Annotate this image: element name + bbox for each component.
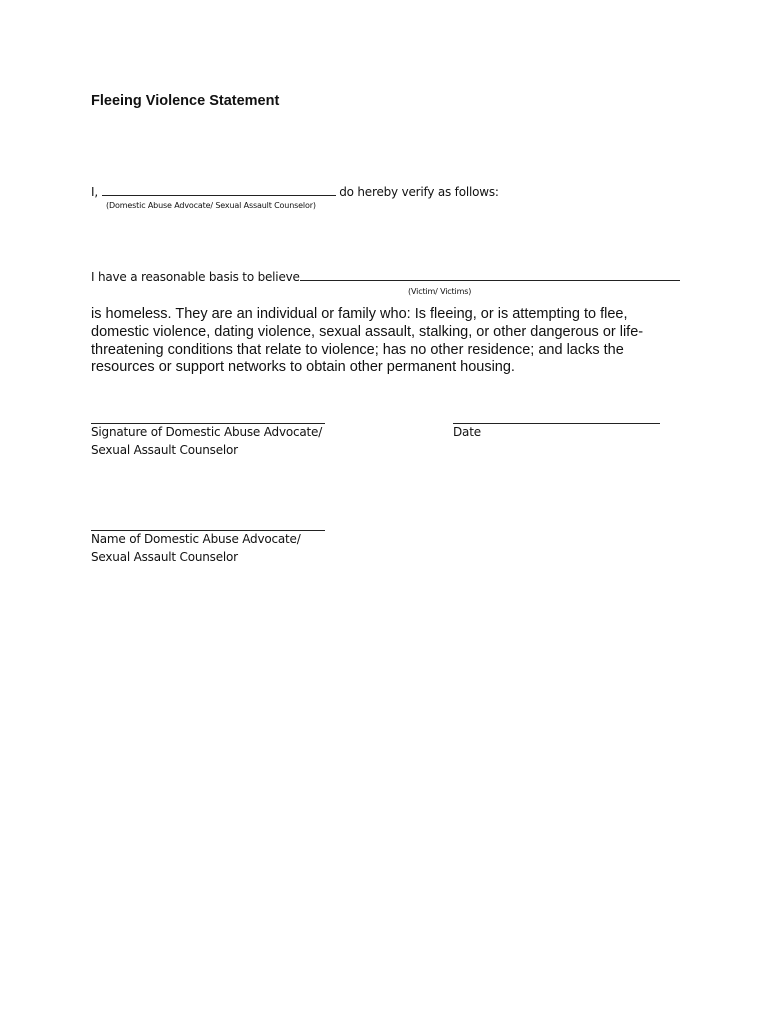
date-label: Date bbox=[453, 425, 481, 439]
name-label-line1: Name of Domestic Abuse Advocate/ bbox=[91, 532, 301, 546]
victim-caption: (Victim/ Victims) bbox=[408, 287, 472, 296]
verify-prefix: I, bbox=[91, 185, 98, 199]
name-block bbox=[91, 516, 325, 566]
verify-statement bbox=[91, 184, 499, 199]
verify-suffix: do hereby verify as follows: bbox=[339, 185, 499, 199]
date-line[interactable] bbox=[453, 409, 660, 424]
document-title: Fleeing Violence Statement bbox=[91, 93, 280, 109]
advocate-caption: (Domestic Abuse Advocate/ Sexual Assault Counselor) bbox=[106, 201, 316, 210]
signature-label-line1: Signature of Domestic Abuse Advocate/ bbox=[91, 425, 323, 439]
homeless-paragraph: is homeless. They are an individual or family who: Is fleeing, or is attempting to flee, domestic violence, dating violence, sexual assault, stalking, or other dangerous or life-threatening conditions that relate to violence; has no other residence; and lacks the resources or support networks to obtain other permanent housing. bbox=[91, 306, 644, 376]
victim-name-blank[interactable] bbox=[300, 269, 680, 281]
believe-statement bbox=[91, 269, 680, 284]
date-block bbox=[453, 409, 660, 442]
name-line[interactable] bbox=[91, 516, 325, 531]
signature-block bbox=[91, 409, 325, 459]
name-label-line2: Sexual Assault Counselor bbox=[91, 549, 238, 564]
signature-line[interactable] bbox=[91, 409, 325, 424]
believe-prefix: I have a reasonable basis to believe bbox=[91, 270, 300, 284]
signature-label-line2: Sexual Assault Counselor bbox=[91, 442, 238, 457]
advocate-name-blank[interactable] bbox=[102, 184, 336, 196]
